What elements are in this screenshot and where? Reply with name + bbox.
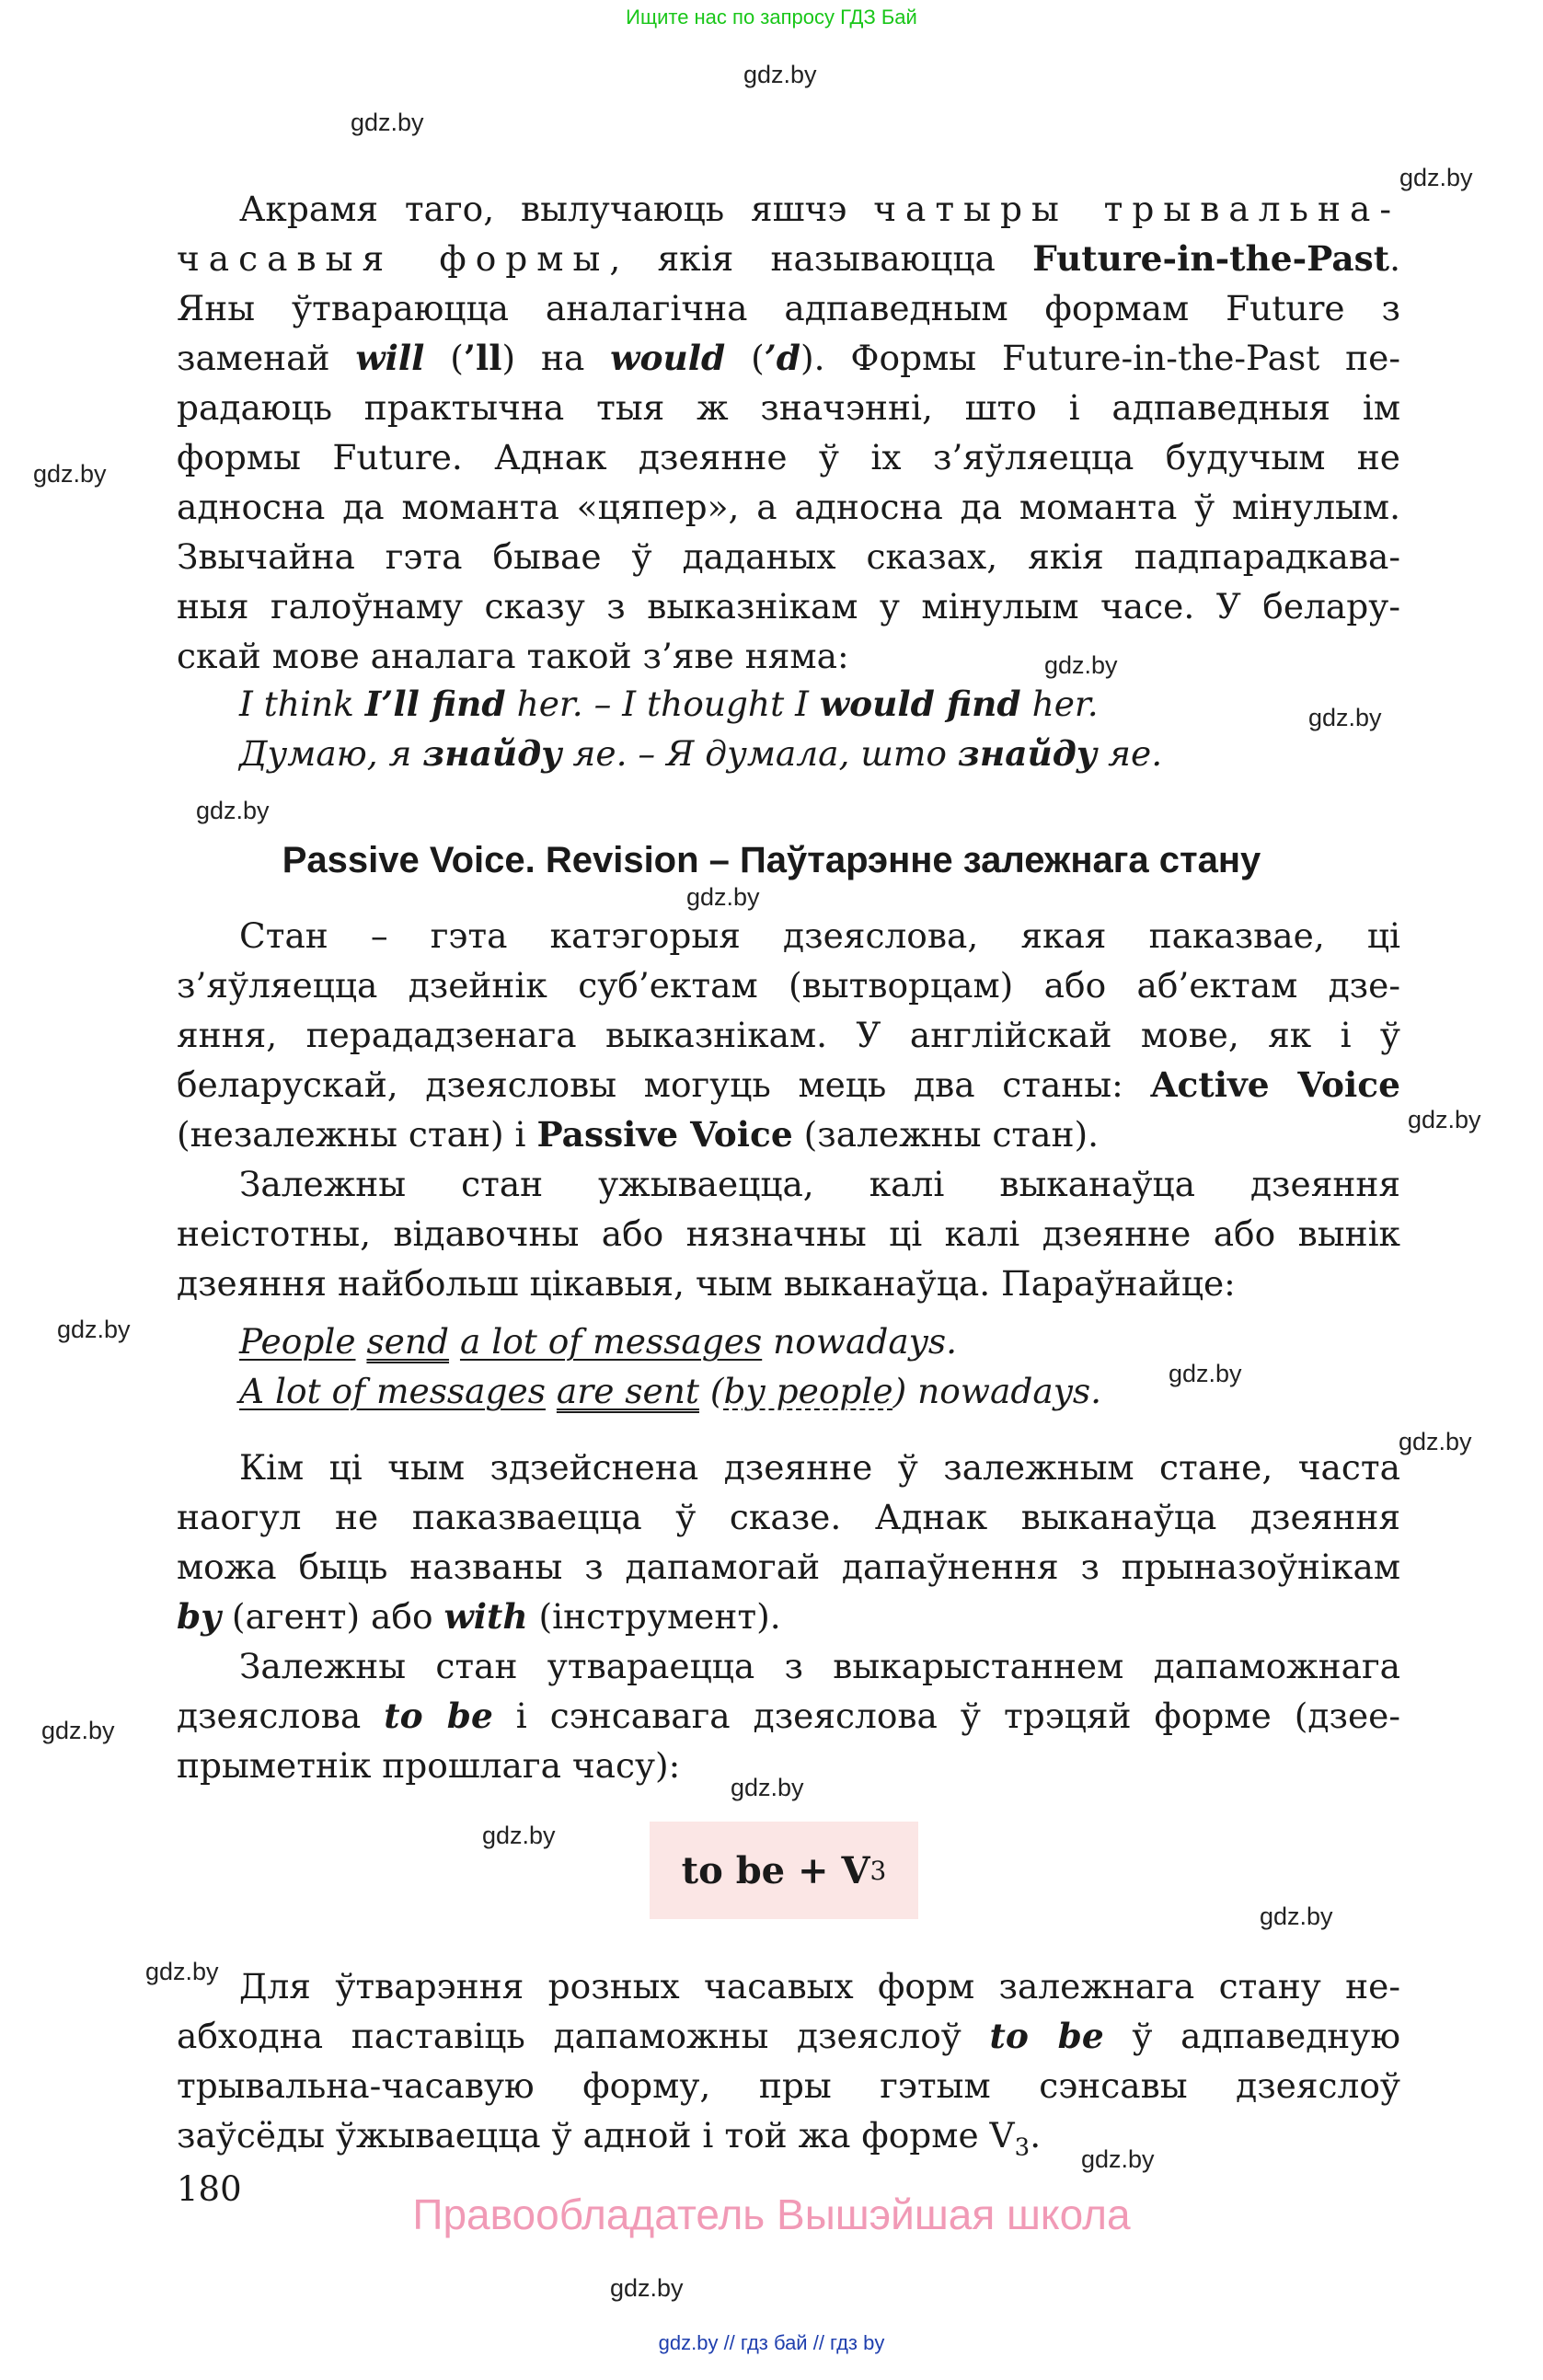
text-line: прыметнік прошлага часу): bbox=[177, 1745, 681, 1786]
text-line: заменай will (’ll) на would (’d). Формы Future-in-the-Past пе- bbox=[177, 338, 1400, 378]
text-line: неістотны, відавочны або нязначны ці калі дзеянне або вынік bbox=[177, 1213, 1400, 1254]
paragraph-tense-forms bbox=[177, 1961, 1400, 2160]
example-belarusian: Думаю, я знайду яе. – Я думала, што знайду яе. bbox=[239, 733, 1163, 774]
text-line: дзеяслова to be і сэнсавага дзеяслова ў трэцяй форме (дзее- bbox=[177, 1696, 1400, 1736]
watermark: gdz.by bbox=[743, 61, 817, 88]
text-line: адносна да моманта «цяпер», а адносна да моманта ў мінулым. bbox=[177, 487, 1400, 527]
text-line: (незалежны стан) і Passive Voice (залежны стан). bbox=[177, 1114, 1100, 1155]
text-line: Для ўтварэння розных часавых форм залежнага стану не- bbox=[239, 1966, 1400, 2006]
paragraph-voice-definition bbox=[177, 911, 1400, 1159]
watermark: gdz.by bbox=[686, 883, 760, 911]
formula-subscript: 3 bbox=[869, 1855, 887, 1886]
watermark: gdz.by bbox=[196, 797, 270, 824]
text-line: Звычайна гэта бывае ў даданых сказах, якія падпарадкава- bbox=[177, 536, 1400, 577]
text-line: Стан – гэта катэгорыя дзеяслова, якая паказвае, ці bbox=[239, 915, 1400, 956]
text-line: можа быць названы з дапамогай дапаўнення з прыназоўнікам bbox=[177, 1546, 1400, 1587]
paragraph-passive-usage bbox=[177, 1159, 1400, 1308]
watermark: gdz.by bbox=[1081, 2145, 1155, 2173]
bottom-links[interactable]: gdz.by // гдз бай // гдз by bbox=[658, 2331, 885, 2354]
text-line: радаюць практычна тыя ж значэнні, што і адпаведныя ім bbox=[177, 387, 1400, 428]
text-line: Залежны стан утвараецца з выкарыстаннем дапаможнага bbox=[239, 1646, 1400, 1686]
text-line: Яны ўтвараюцца аналагічна адпаведным формам Future з bbox=[177, 288, 1400, 328]
text-line: часавыя формы, якія называюцца Future-in-the-Past. bbox=[177, 238, 1401, 279]
watermark: gdz.by bbox=[57, 1316, 131, 1343]
paragraph-future-in-the-past bbox=[177, 184, 1400, 681]
example-english: I think I’ll find her. – I thought I would find her. bbox=[239, 684, 1099, 724]
text-line: абходна паставіць дапаможны дзеяслоў to be ў адпаведную bbox=[177, 2016, 1400, 2056]
text-line: by (агент) або with (інструмент). bbox=[177, 1596, 781, 1637]
watermark: gdz.by bbox=[731, 1774, 804, 1801]
text-line: заўсёды ўжываецца ў адной і той жа форме $V_3$. bbox=[177, 2115, 1042, 2162]
watermark: gdz.by bbox=[1260, 1903, 1333, 1930]
text-line: яння, перададзенага выказнікам. У англійскай мове, як і ў bbox=[177, 1015, 1400, 1055]
text-line: Кім ці чым здзейснена дзеянне ў залежным стане, часта bbox=[239, 1447, 1400, 1488]
watermark: gdz.by bbox=[351, 109, 424, 136]
formula-text: to be + V bbox=[681, 1848, 870, 1892]
text-line: беларускай, дзеясловы могуць мець два станы: Active Voice bbox=[177, 1064, 1400, 1105]
watermark: gdz.by bbox=[1408, 1106, 1481, 1133]
text-line: трывальна-часавую форму, пры гэтым сэнсавы дзеяслоў bbox=[177, 2065, 1400, 2106]
watermark: gdz.by bbox=[482, 1822, 556, 1849]
example-passive: A lot of messages are sent (by people) nowadays. bbox=[239, 1371, 1102, 1411]
paragraph-formation bbox=[177, 1641, 1400, 1790]
watermark: gdz.by bbox=[610, 2274, 684, 2302]
text-line: ныя галоўнаму сказу з выказнікам у мінулым часе. У белару- bbox=[177, 586, 1400, 627]
top-banner[interactable]: Ищите нас по запросу ГДЗ Бай bbox=[626, 6, 917, 29]
example-active: People send a lot of messages nowadays. bbox=[239, 1321, 958, 1362]
text-line: наогул не паказваецца ў сказе. Аднак выканаўца дзеяння bbox=[177, 1497, 1400, 1537]
watermark: gdz.by bbox=[145, 1958, 219, 1985]
text-line: дзеяння найбольш цікавыя, чым выканаўца. Параўнайце: bbox=[177, 1263, 1236, 1304]
watermark: gdz.by bbox=[33, 460, 107, 488]
text-line: з’яўляецца дзейнік суб’ектам (вытворцам) або аб’ектам дзе- bbox=[177, 965, 1400, 1006]
watermark: gdz.by bbox=[1169, 1360, 1242, 1387]
text-line: Залежны стан ужываецца, калі выканаўца дзеяння bbox=[239, 1164, 1400, 1204]
text-line: формы Future. Аднак дзеянне ў іх з’яўляецца будучым не bbox=[177, 437, 1400, 477]
watermark: gdz.by bbox=[1399, 164, 1473, 191]
section-heading: Passive Voice. Revision – Паўтарэнне залежнага стану bbox=[282, 840, 1261, 880]
formula-box bbox=[650, 1822, 918, 1919]
text-line: скай мове аналага такой з’яве няма: bbox=[177, 636, 849, 676]
watermark: gdz.by bbox=[41, 1717, 115, 1744]
watermark: gdz.by bbox=[1399, 1428, 1472, 1455]
text-line: Акрамя таго, вылучаюць яшчэ чатыры трывальна- bbox=[239, 189, 1400, 229]
page-number: 180 bbox=[177, 2169, 242, 2209]
copyright-notice: Правообладатель Вышэйшая школа bbox=[412, 2190, 1131, 2238]
watermark: gdz.by bbox=[1044, 651, 1118, 679]
paragraph-agent bbox=[177, 1443, 1400, 1641]
watermark: gdz.by bbox=[1308, 704, 1382, 731]
